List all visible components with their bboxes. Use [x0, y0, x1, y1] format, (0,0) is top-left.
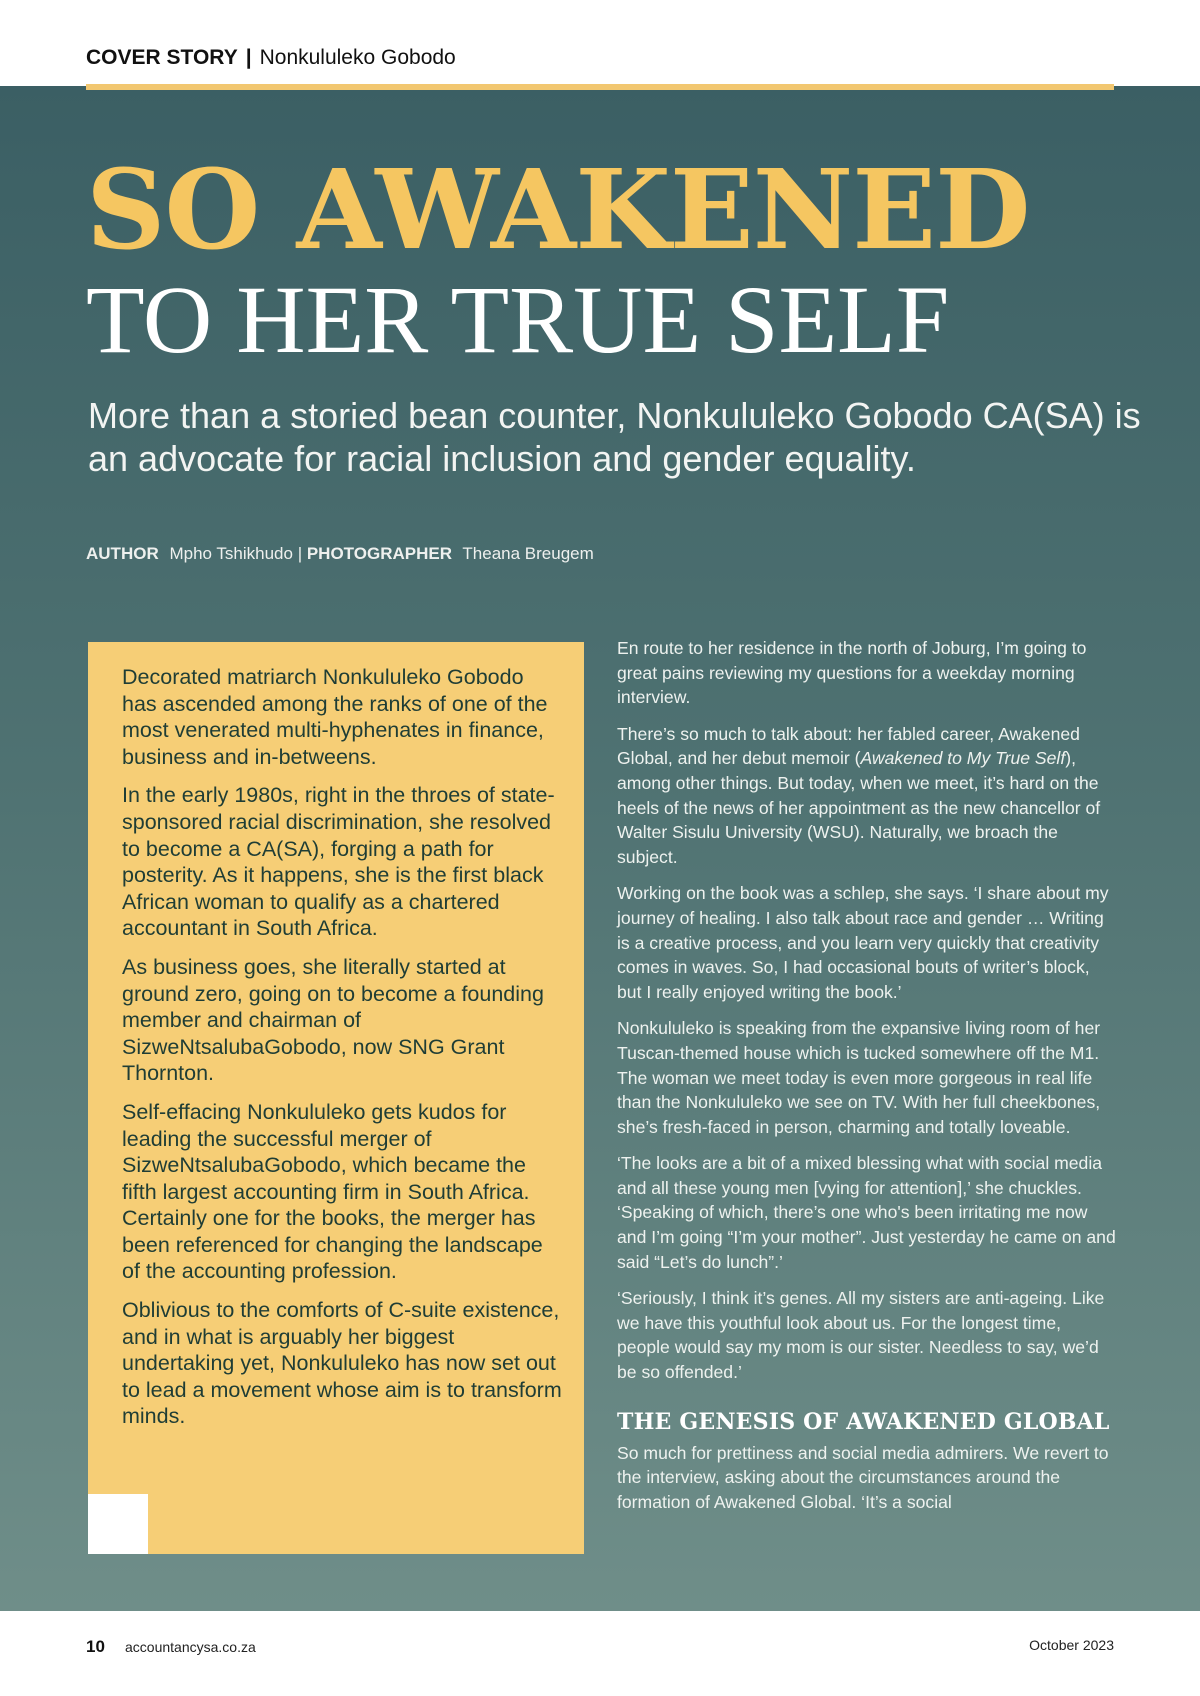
body-paragraph: ‘The looks are a bit of a mixed blessing what with social media and all these young men [vying for attention],’ she chuckles. ‘Speaking of which, there’s one who's been irritating me now and I’m going “I’m your mother”. Just yesterday he came on and said “Let’s do lunch”.’	[617, 1153, 1116, 1272]
section-subheading: THE GENESIS OF AWAKENED GLOBAL	[617, 1408, 1110, 1435]
body-paragraph: Nonkululeko is speaking from the expansive living room of her Tuscan-themed house which is tucked somewhere off the M1. The woman we meet today is even more gorgeous in real life than the Nonkululeko we see on TV. With her full cheekbones, she’s fresh-faced in person, charming and totally loveable.	[617, 1018, 1101, 1137]
body-paragraph: So much for prettiness and social media admirers. We revert to the interview, asking about the circumstances around the formation of Awakened Global. ‘It’s a social	[617, 1442, 1109, 1512]
callout-paragraph: Decorated matriarch Nonkululeko Gobodo has ascended among the ranks of one of the most venerated multi-hyphenates in finance, business and in-betweens.	[122, 665, 548, 769]
page-number: 10	[86, 1637, 105, 1656]
running-header	[0, 0, 1200, 86]
section-subject: Nonkululeko Gobodo	[259, 46, 456, 69]
photographer-name: Theana Breugem	[462, 544, 594, 563]
callout-paragraph: In the early 1980s, right in the throes of state-sponsored racial discrimination, she resolved to become a CA(SA), forging a path for posterity. As it happens, she is the first black African woman to qualify as a chartered accountant in South Africa.	[122, 783, 555, 941]
website-url[interactable]: accountancysa.co.za	[125, 1639, 256, 1655]
article-body-column	[617, 636, 1117, 1514]
callout-paragraph: As business goes, she literally started at ground zero, going on to become a founding member and chairman of SizweNtsalubaGobodo, now SNG Grant Thornton.	[122, 954, 544, 1086]
callout-paragraph: Oblivious to the comforts of C-suite existence, and in what is arguably her biggest undertaking yet, Nonkululeko has now set out to lead a movement whose aim is to transform minds.	[122, 1298, 562, 1429]
page-footer	[0, 1611, 1200, 1696]
body-paragraph: ‘Seriously, I think it’s genes. All my sisters are anti-ageing. Like we have this youthful look about us. For the longest time, people would say my mom is our sister. Needless to say, we’d be so offended.’	[617, 1288, 1105, 1383]
body-paragraph: En route to her residence in the north of Joburg, I’m going to great pains reviewing my questions for a weekday morning interview.	[617, 638, 1087, 708]
photographer-label: PHOTOGRAPHER	[306, 544, 452, 563]
standfirst: More than a storied bean counter, Nonkululeko Gobodo CA(SA) is an advocate for racial inclusion and gender equality.	[88, 395, 1141, 479]
body-text: ), among other things. But today, when we meet, it’s hard on the heels of the news of her appointment as the new chancellor of Walter Sisulu University (WSU). Naturally, we broach the subject.	[617, 748, 1101, 867]
callout-corner-notch	[88, 1494, 148, 1554]
body-paragraph: Working on the book was a schlep, she says. ‘I share about my journey of healing. I also talk about race and gender … Writing is a creative process, and you learn very quickly that creativity comes in waves. So, I had occasional bouts of writer’s block, but I really enjoyed writing the book.’	[617, 883, 1109, 1002]
header-rule	[86, 84, 1114, 90]
headline-line-2: TO HER TRUE SELF	[86, 266, 950, 373]
section-separator: |	[245, 46, 252, 69]
byline-separator: |	[297, 544, 303, 563]
headline-line-1: SO AWAKENED	[86, 145, 1030, 274]
author-name: Mpho Tshikhudo	[169, 544, 293, 563]
intro-callout-box	[88, 642, 584, 1554]
section-label	[86, 46, 456, 70]
body-paragraph	[617, 722, 1117, 870]
issue-date: October 2023	[1029, 1637, 1114, 1653]
author-label: AUTHOR	[86, 544, 159, 563]
callout-paragraph: Self-effacing Nonkululeko gets kudos for leading the successful merger of SizweNtsalubaGobodo, which became the fifth largest accounting firm in South Africa. Certainly one for the books, the merger has been referenced for changing the landscape of the accounting profession.	[122, 1099, 543, 1284]
book-title: Awakened to My True Self	[860, 748, 1066, 769]
callout-text	[122, 664, 562, 1442]
body-text: There’s so much to talk about: her fabled career, Awakened Global, and her debut memoir (	[617, 723, 1080, 769]
byline	[86, 544, 594, 564]
section-name: COVER STORY	[86, 46, 238, 69]
